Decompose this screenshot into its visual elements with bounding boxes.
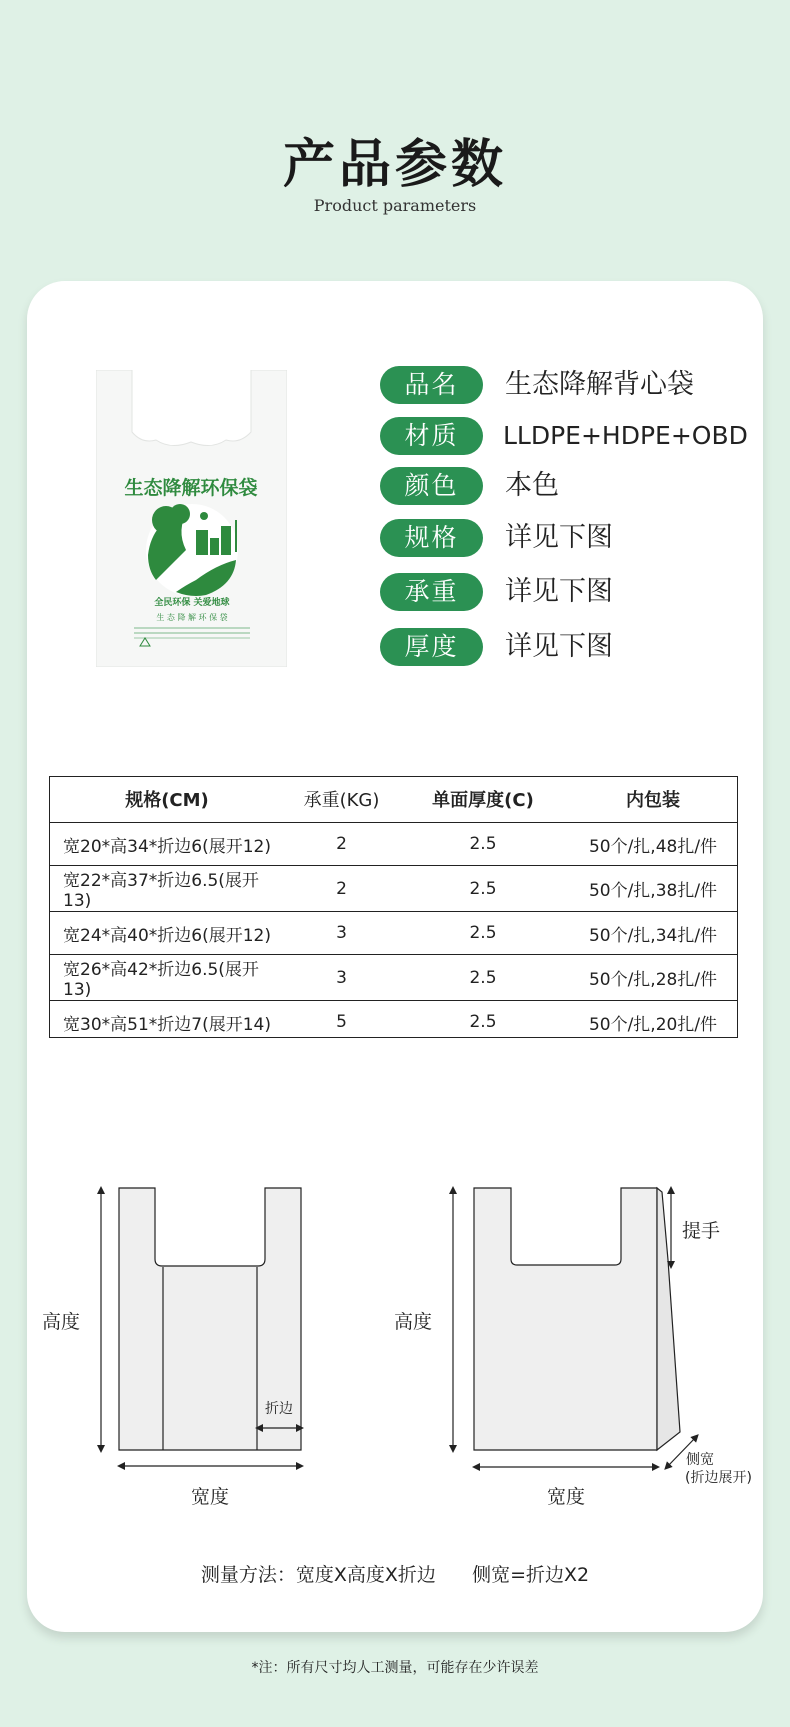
table-cell: 5 (336, 1012, 347, 1032)
param-value: 详见下图 (505, 522, 613, 553)
param-label: 材质 (380, 417, 483, 455)
table-cell: 宽20*高34*折边6(展开12) (49, 823, 285, 866)
right-height-label: 高度 (394, 1311, 433, 1333)
param-label: 承重 (380, 573, 483, 611)
bag-print-line: 生 态 降 解 环 保 袋 (156, 613, 228, 622)
right-bag-outline (474, 1188, 680, 1450)
handle-label: 提手 (682, 1220, 721, 1242)
table-cell: 50个/扎,28扎/件 (568, 955, 738, 1001)
table-cell: 宽30*高51*折边7(展开14) (63, 1014, 271, 1035)
disclaimer-note: *注：所有尺寸均人工测量，可能存在少许误差 (251, 1660, 539, 1676)
table-cell: 50个/扎,38扎/件 (568, 866, 738, 912)
side-width-sublabel: (折边展开) (685, 1470, 752, 1486)
side-width-label: 侧宽 (686, 1452, 714, 1468)
page-subtitle: Product parameters (313, 196, 477, 215)
param-label: 颜色 (380, 467, 483, 505)
param-label: 品名 (380, 366, 483, 404)
table-cell: 2.5 (398, 823, 568, 866)
table-cell: 50个/扎,34扎/件 (568, 912, 738, 955)
param-value: 详见下图 (505, 631, 613, 662)
bag-print-title: 生态降解环保袋 (124, 477, 258, 499)
table-cell: 2 (285, 866, 398, 912)
table-header-cell: 单面厚度(C) (398, 776, 568, 823)
right-width-label: 宽度 (547, 1486, 586, 1508)
table-header-cell: 规格(CM) (49, 776, 285, 823)
param-label: 厚度 (380, 628, 483, 666)
param-value: 本色 (505, 470, 559, 501)
table-cell: 2.5 (398, 955, 568, 1001)
table-cell: 宽22*高37*折边6.5(展开13) (49, 866, 285, 912)
bag-print-slogan: 全民环保 关爱地球 (154, 598, 230, 608)
left-width-label: 宽度 (191, 1486, 230, 1508)
table-cell: 2.5 (398, 912, 568, 955)
left-fold-label: 折边 (265, 1401, 293, 1417)
method-formula: 侧宽=折边X2 (472, 1564, 590, 1586)
measurement-method (0, 1560, 790, 1587)
method-label: 测量方法：宽度X高度X折边 (200, 1564, 436, 1586)
table-header-cell: 内包装 (568, 776, 738, 823)
page-title: 产品参数 (282, 135, 507, 195)
table-cell: 宽24*高40*折边6(展开12) (49, 912, 285, 955)
table-cell: 2.5 (398, 866, 568, 912)
table-header-cell: 承重(KG) (285, 776, 398, 823)
table-cell: 2 (285, 823, 398, 866)
table-cell: 3 (285, 912, 398, 955)
table-cell: 2.5 (469, 1012, 497, 1032)
table-cell: 3 (285, 955, 398, 1001)
table-cell: 宽26*高42*折边6.5(展开13) (49, 955, 285, 1001)
param-label: 规格 (380, 519, 483, 557)
param-value: 详见下图 (505, 576, 613, 607)
left-height-label: 高度 (42, 1311, 81, 1333)
param-value: 生态降解背心袋 (505, 369, 694, 400)
table-cell: 50个/扎,20扎/件 (588, 1014, 718, 1035)
table-cell: 50个/扎,48扎/件 (568, 823, 738, 866)
param-value: LLDPE+HDPE+OBD (503, 421, 748, 450)
